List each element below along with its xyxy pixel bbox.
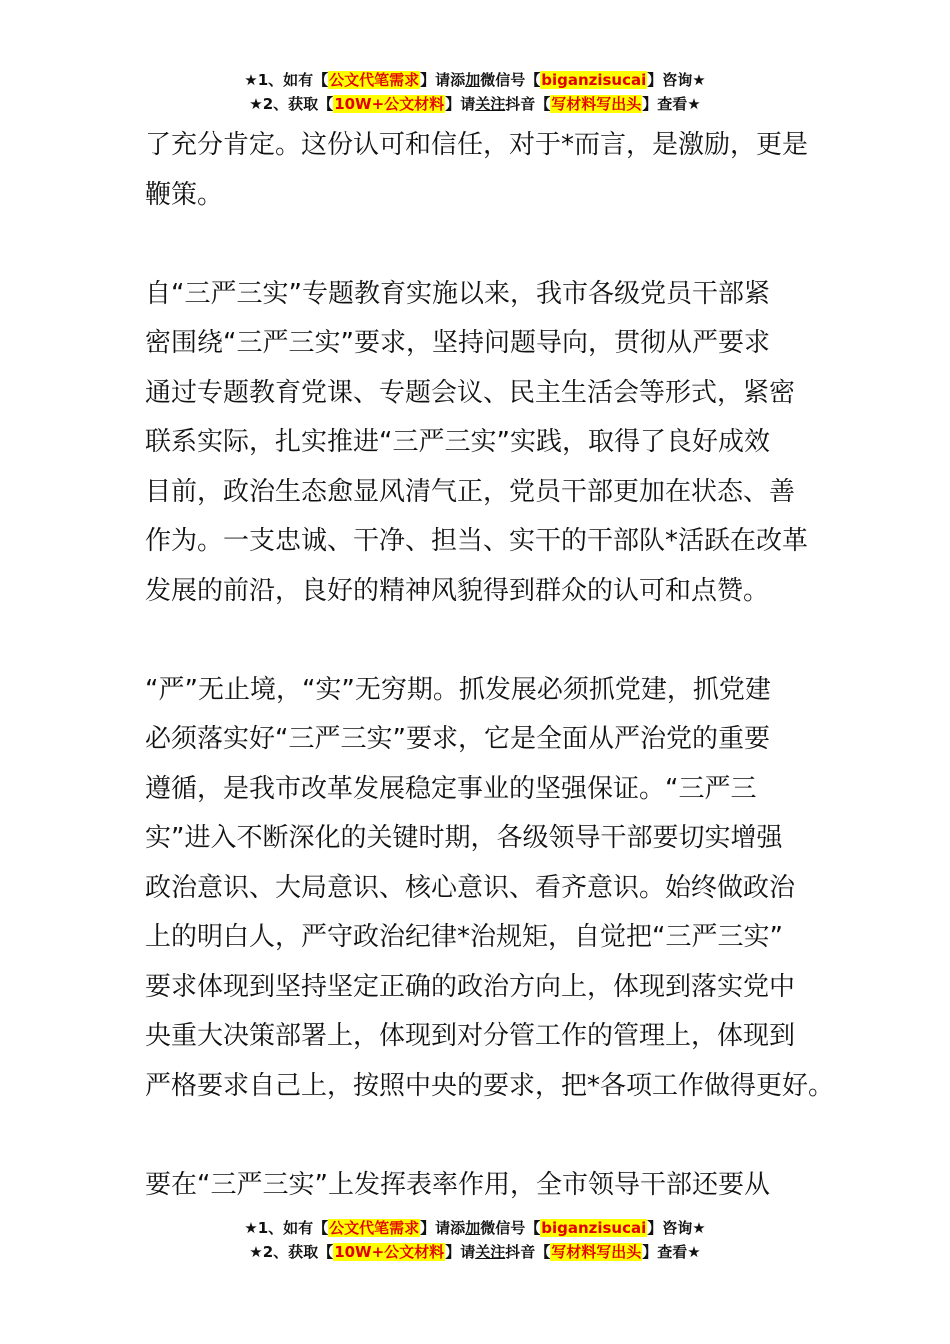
highlight-service: 公文代笔需求 [329, 1219, 420, 1237]
text-line: 联系实际，扎实推进“三严三实”实践，取得了良好成效 [145, 427, 770, 457]
banner-underlined: 加 [465, 1219, 481, 1237]
text-line: 作为。一支忠诚、干净、担当、实干的干部队*活跃在改革 [145, 526, 809, 556]
banner-line-2 [0, 92, 950, 116]
banner-underlined: 关注 [475, 1243, 506, 1261]
text-line: 必须落实好“三严三实”要求，它是全面从严治党的重要 [145, 724, 770, 754]
text-line: 鞭策。 [145, 179, 224, 210]
text-line: 通过专题教育党课、专题会议、民主生活会等形式，紧密 [145, 377, 796, 408]
text-line: 政治意识、大局意识、核心意识、看齐意识。始终做政治 [145, 872, 796, 903]
banner-text: 】查看★ [642, 1243, 701, 1261]
banner-line-2 [0, 1240, 950, 1264]
banner-line-1 [0, 1216, 950, 1240]
paragraph-4 [145, 1161, 810, 1211]
banner-underlined: 加 [465, 71, 481, 89]
banner-text: ★2、获取【 [249, 95, 334, 113]
banner-text: 微信号【 [480, 71, 541, 89]
text-line: 要在“三严三实”上发挥表率作用，全市领导干部还要从 [145, 1169, 770, 1200]
banner-text: 】查看★ [642, 95, 701, 113]
banner-text: 】咨询★ [647, 1219, 706, 1237]
highlight-materials: 10W+公文材料 [334, 1243, 445, 1261]
paragraph-1 [145, 121, 810, 220]
highlight-wechat-id: biganzisucai [541, 71, 647, 89]
text-line: 严格要求自己上，按照中央的要求，把*各项工作做得更好。 [145, 1070, 835, 1101]
banner-text: 】请 [445, 1243, 476, 1261]
highlight-materials: 10W+公文材料 [334, 95, 445, 113]
document-body [145, 121, 835, 1210]
highlight-service: 公文代笔需求 [329, 71, 420, 89]
banner-text: ★1、如有【 [244, 1219, 329, 1237]
header-banner [0, 68, 950, 116]
paragraph-3 [145, 666, 835, 1112]
banner-text: 抖音【 [505, 95, 551, 113]
highlight-wechat-id: biganzisucai [541, 1219, 647, 1237]
text-line: “严”无止境，“实”无穷期。抓发展必须抓党建，抓党建 [145, 674, 771, 705]
text-line: 实”进入不断深化的关键时期，各级领导干部要切实增强 [145, 823, 783, 853]
text-line: 发展的前沿，良好的精神风貌得到群众的认可和点赞。 [145, 575, 770, 606]
text-line: 遵循，是我市改革发展稳定事业的坚强保证。“三严三 [145, 773, 757, 804]
banner-line-1 [0, 68, 950, 92]
banner-text: 抖音【 [505, 1243, 551, 1261]
banner-text: ★2、获取【 [249, 1243, 334, 1261]
text-line: 目前，政治生态愈显风清气正，党员干部更加在状态、善 [145, 476, 796, 507]
banner-underlined: 关注 [475, 95, 506, 113]
text-line: 自“三严三实”专题教育实施以来，我市各级党员干部紧 [145, 278, 770, 309]
banner-text: 】请添 [420, 71, 466, 89]
banner-text: 】咨询★ [647, 71, 706, 89]
banner-text: 微信号【 [480, 1219, 541, 1237]
highlight-douyin-account: 写材料写出头 [551, 95, 642, 113]
highlight-douyin-account: 写材料写出头 [551, 1243, 642, 1261]
text-line: 上的明白人，严守政治纪律*治规矩，自觉把“三严三实” [145, 922, 783, 952]
paragraph-2 [145, 270, 810, 617]
text-line: 了充分肯定。这份认可和信任，对于*而言，是激励，更是 [145, 130, 809, 160]
banner-text: 】请添 [420, 1219, 466, 1237]
text-line: 央重大决策部署上，体现到对分管工作的管理上，体现到 [145, 1021, 796, 1051]
banner-text: ★1、如有【 [244, 71, 329, 89]
text-line: 要求体现到坚持坚定正确的政治方向上，体现到落实党中 [145, 971, 796, 1002]
footer-banner [0, 1216, 950, 1264]
banner-text: 】请 [445, 95, 476, 113]
text-line: 密围绕“三严三实”要求，坚持问题导向，贯彻从严要求 [145, 328, 770, 358]
